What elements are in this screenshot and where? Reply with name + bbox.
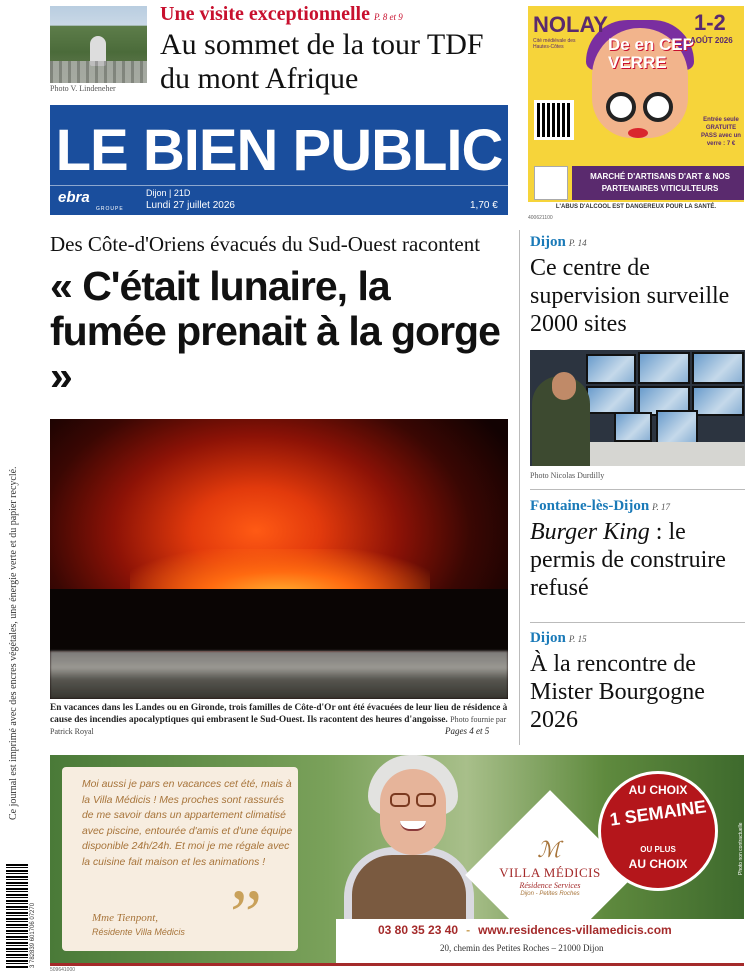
story2-page: P. 17 (652, 502, 671, 512)
contact-separator: - (466, 923, 471, 937)
eco-print-notice: Ce journal est imprimé avec des encres végétales, une énergie verte et du papier recyclé. (8, 466, 19, 820)
villa-medicis-logo-icon: ℳ (537, 837, 561, 862)
promo-badge-main: 1 SEMAINE (608, 796, 708, 830)
monitor-screen (586, 354, 636, 384)
story2-headline-rest: : le permis de construire refusé (530, 519, 726, 601)
bottom-ad-code: 509641000 (50, 967, 76, 973)
brand-subtitle: Résidence Services (519, 881, 581, 890)
bottom-advertisement[interactable] (50, 755, 744, 963)
ebra-logo: ebra (58, 189, 90, 206)
promo-badge-bottom: AU CHOIX (628, 857, 688, 871)
monitor-screen (638, 352, 690, 384)
resident-glasses-left (390, 793, 410, 807)
qr-code-icon[interactable] (534, 100, 574, 140)
top-advertisement[interactable] (528, 6, 744, 212)
monitor-screen (692, 386, 744, 416)
website-link[interactable]: www.residences-villamedicis.com (478, 923, 672, 937)
teaser-headline[interactable]: Au sommet de la tour TDF du mont Afrique (160, 28, 484, 95)
main-story-kicker: Des Côte-d'Oriens évacués du Sud-Ouest racontent (50, 232, 481, 256)
desk-monitor (614, 412, 652, 442)
ad-code: 400621100 (528, 215, 553, 221)
ad-lips (628, 128, 648, 138)
main-story-caption (50, 702, 510, 738)
treeline-silhouette (50, 589, 508, 651)
newspaper-title: LE BIEN PUBLIC (55, 118, 503, 183)
story3-kicker (530, 630, 587, 647)
brand-name: VILLA MÉDICIS (499, 865, 601, 880)
story1-photo-credit: Photo Nicolas Durdilly (530, 471, 605, 480)
ad-town-sub: Cité médiévale des Hautes-Côtes (533, 38, 576, 50)
ad-town: NOLAY (533, 12, 608, 37)
edition-label: Dijon | 21D (146, 188, 191, 198)
desk-surface (590, 442, 745, 466)
teaser-kicker-pages: P. 8 et 9 (373, 12, 403, 22)
story2-kicker-text: Fontaine-lès-Dijon (530, 498, 650, 514)
railing-shape (50, 61, 147, 83)
main-story-pages[interactable]: Pages 4 et 5 (445, 726, 490, 736)
story1-photo[interactable] (530, 350, 745, 466)
ad-health-disclaimer: L'ABUS D'ALCOOL EST DANGEREUX POUR LA SANTÉ. (528, 202, 744, 212)
ad-sponsor-logo (534, 166, 568, 200)
cover-price: 1,70 € (470, 200, 498, 211)
ad-entry-price: Entrée seule GRATUITE PASS avec un verre : 7 € (701, 117, 741, 147)
testimonial-author: Mme Tienpont, (92, 912, 158, 924)
quote-mark-icon: ” (230, 875, 262, 955)
ad-band-text: MARCHÉ D'ARTISANS D'ART & NOS PARTENAIRES VITICULTEURS (590, 172, 730, 193)
masthead-divider (50, 185, 508, 186)
story1-kicker (530, 234, 587, 251)
teaser-photo-credit: Photo V. Lindeneher (50, 84, 116, 93)
ad-glasses-left (606, 92, 636, 122)
teaser-kicker-text: Une visite exceptionnelle (160, 3, 370, 25)
resident-glasses-right (416, 793, 436, 807)
fire-glow (130, 549, 430, 594)
teaser-photo (50, 6, 147, 83)
road-blur (50, 651, 508, 699)
ad-dates: 1-2 (694, 10, 726, 35)
story1-kicker-text: Dijon (530, 234, 566, 250)
promo-badge-small: OU PLUS (640, 845, 676, 854)
barcode-number: 3 782839 601706 07270 (30, 902, 36, 968)
story2-headline-brand: Burger King (530, 519, 650, 545)
masthead (50, 105, 508, 215)
story3-headline[interactable]: À la rencontre de Mister Bourgogne 2026 (530, 651, 705, 733)
monitor-screen (586, 386, 636, 414)
ebra-logo-sub: GROUPE (96, 206, 124, 212)
story3-page: P. 15 (568, 634, 587, 644)
ad-event-logo: De en CEP VERRE (608, 35, 694, 72)
main-story-photo[interactable] (50, 419, 508, 699)
story2-headline[interactable] (530, 518, 745, 602)
testimonial-author-role: Résidente Villa Médicis (92, 927, 185, 937)
main-story-headline[interactable]: « C'était lunaire, la fumée prenait à la gorge » (50, 263, 500, 399)
barcode-icon (6, 864, 28, 968)
phone-number[interactable]: 03 80 35 23 40 (378, 923, 459, 937)
column-divider (519, 230, 520, 745)
desk-monitor (656, 410, 698, 444)
right-column-divider (530, 622, 745, 623)
brand-location: Dijon - Petites Roches (520, 891, 580, 897)
photo-disclaimer: Photo non contractuelle (738, 822, 744, 875)
monitor-screen (692, 352, 744, 384)
resident-face (380, 769, 446, 855)
operator-head (552, 372, 576, 400)
address: 20, chemin des Petites Roches – 21000 Dijon (440, 943, 604, 953)
ad-month: AOÛT 2026 (690, 36, 733, 45)
caption-photo-credit: Photo fournie par Patrick Royal (50, 715, 507, 736)
teaser-kicker[interactable] (160, 3, 403, 26)
story1-page: P. 14 (568, 238, 587, 248)
story3-kicker-text: Dijon (530, 630, 566, 646)
ad-bottom-border (50, 963, 744, 966)
contact-line (378, 923, 672, 937)
promo-badge-top: AU CHOIX (628, 783, 688, 797)
ad-glasses-right (643, 92, 673, 122)
caption-text: En vacances dans les Landes ou en Gironde, trois familles de Côte-d'Or ont été évacuées de leur lieu de résidence à cause des incendies apocalyptiques qui embrasent le Sud-Ouest. Ils racontent des heures d'angoisse. (50, 703, 508, 725)
right-column-divider (530, 489, 745, 490)
publication-date: Lundi 27 juillet 2026 (146, 200, 235, 211)
story2-kicker (530, 498, 670, 515)
story1-headline[interactable]: Ce centre de supervision surveille 2000 sites (530, 255, 730, 337)
testimonial-quote: Moi aussi je pars en vacances cet été, mais à la Villa Médicis ! Mes proches sont rassurés de me savoir dans un appartement climatisé avec piscine, entourée d'amis et d'une équipe disponible 24h/24h. Et moi je me régale avec la cuisine fait maison et les animations ! (82, 779, 293, 868)
